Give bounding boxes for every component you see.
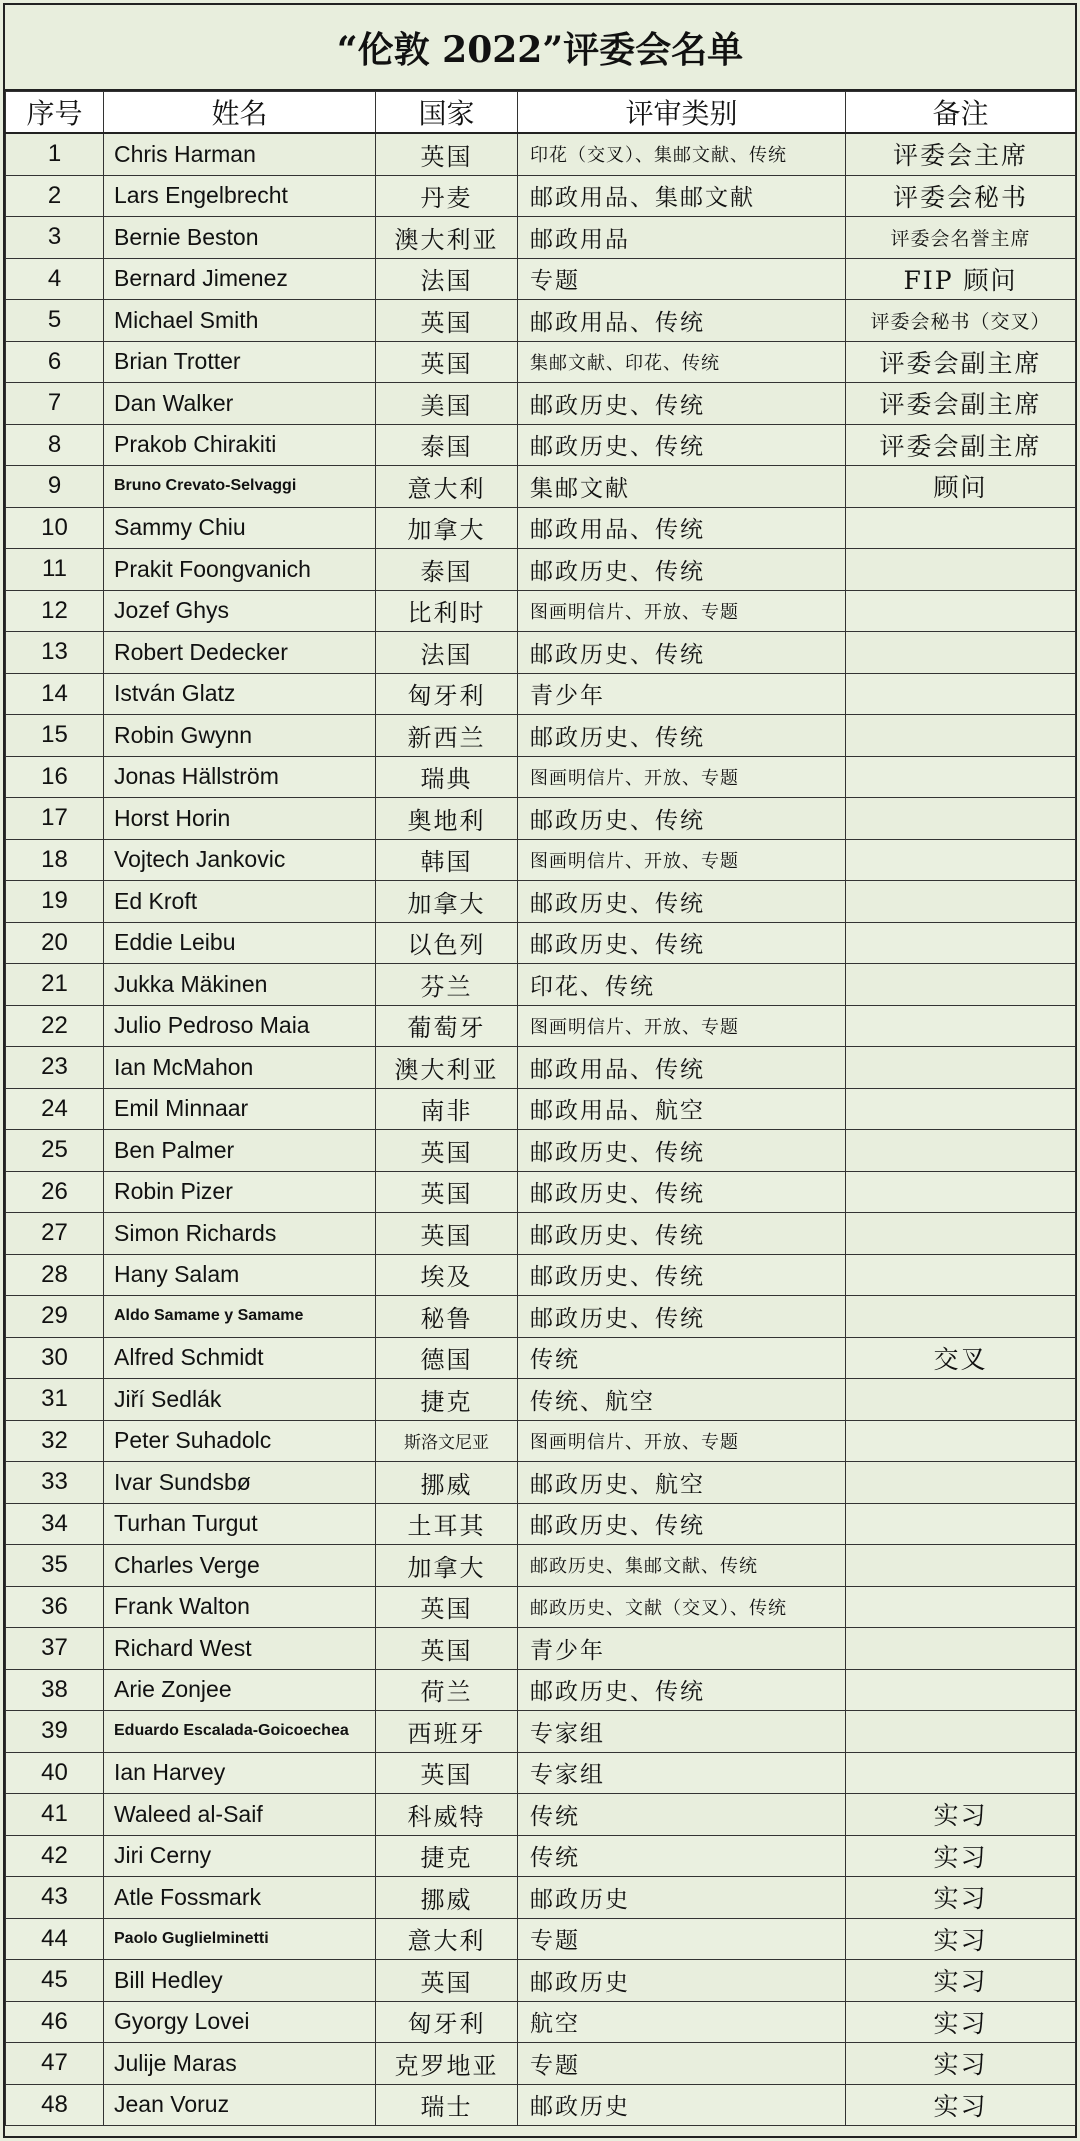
judge-category: 传统 — [518, 1337, 846, 1379]
judge-country: 比利时 — [376, 590, 518, 632]
table-row — [6, 1711, 1076, 1753]
judge-category: 邮政用品、航空 — [518, 1088, 846, 1130]
header-note: 备注 — [846, 92, 1076, 134]
table-row — [6, 1794, 1076, 1836]
judge-category: 邮政用品、集邮文献 — [518, 175, 846, 217]
table-row — [6, 300, 1076, 342]
judge-note — [846, 964, 1076, 1006]
judge-category: 邮政历史、传统 — [518, 632, 846, 674]
judge-name: Jozef Ghys — [104, 590, 376, 632]
judge-category: 邮政用品、传统 — [518, 1047, 846, 1089]
row-index: 41 — [6, 1794, 104, 1836]
judge-country: 捷克 — [376, 1379, 518, 1421]
table-row — [6, 1171, 1076, 1213]
judge-note — [846, 839, 1076, 881]
table-row — [6, 964, 1076, 1006]
table-row — [6, 1047, 1076, 1089]
judge-category: 传统 — [518, 1794, 846, 1836]
judge-category: 青少年 — [518, 1628, 846, 1670]
judge-country: 英国 — [376, 1628, 518, 1670]
table-row — [6, 881, 1076, 923]
judge-note — [846, 1711, 1076, 1753]
judge-name: István Glatz — [104, 673, 376, 715]
judge-country: 澳大利亚 — [376, 1047, 518, 1089]
judge-category: 邮政历史、文献（交叉）、传统 — [518, 1586, 846, 1628]
table-row — [6, 1462, 1076, 1504]
judge-category: 邮政历史、传统 — [518, 1254, 846, 1296]
judge-category: 专家组 — [518, 1711, 846, 1753]
table-row — [6, 1005, 1076, 1047]
judge-country: 南非 — [376, 1088, 518, 1130]
table-row — [6, 632, 1076, 674]
judge-category: 专题 — [518, 2043, 846, 2085]
row-index: 28 — [6, 1254, 104, 1296]
judge-country: 土耳其 — [376, 1503, 518, 1545]
judge-country: 韩国 — [376, 839, 518, 881]
row-index: 46 — [6, 2001, 104, 2043]
judge-note: 实习 — [846, 1835, 1076, 1877]
judge-note — [846, 1005, 1076, 1047]
judge-name: Prakit Foongvanich — [104, 549, 376, 591]
table-row — [6, 1379, 1076, 1421]
judge-name: Alfred Schmidt — [104, 1337, 376, 1379]
row-index: 24 — [6, 1088, 104, 1130]
judge-category: 邮政历史、传统 — [518, 549, 846, 591]
row-index: 17 — [6, 798, 104, 840]
judge-note — [846, 1047, 1076, 1089]
judge-country: 葡萄牙 — [376, 1005, 518, 1047]
row-index: 8 — [6, 424, 104, 466]
judge-note — [846, 1171, 1076, 1213]
judge-country: 英国 — [376, 1130, 518, 1172]
judge-name: Waleed al-Saif — [104, 1794, 376, 1836]
row-index: 27 — [6, 1213, 104, 1255]
judge-country: 英国 — [376, 133, 518, 175]
table-row — [6, 673, 1076, 715]
row-index: 6 — [6, 341, 104, 383]
judge-category: 图画明信片、开放、专题 — [518, 756, 846, 798]
row-index: 32 — [6, 1420, 104, 1462]
row-index: 15 — [6, 715, 104, 757]
judge-country: 英国 — [376, 1213, 518, 1255]
row-index: 44 — [6, 1918, 104, 1960]
judge-name: Eduardo Escalada-Goicoechea — [104, 1711, 376, 1753]
judge-category: 图画明信片、开放、专题 — [518, 1005, 846, 1047]
table-header-row — [6, 92, 1076, 134]
judge-country: 匈牙利 — [376, 673, 518, 715]
judge-category: 邮政用品 — [518, 217, 846, 259]
judge-note — [846, 1088, 1076, 1130]
judge-note: 评委会副主席 — [846, 341, 1076, 383]
table-row — [6, 1960, 1076, 2002]
row-index: 39 — [6, 1711, 104, 1753]
judge-category: 邮政历史、传统 — [518, 881, 846, 923]
judge-name: Richard West — [104, 1628, 376, 1670]
judges-table — [5, 91, 1076, 2126]
judge-note: 实习 — [846, 1918, 1076, 1960]
judge-name: Michael Smith — [104, 300, 376, 342]
judge-category: 邮政历史、传统 — [518, 1171, 846, 1213]
header-index: 序号 — [6, 92, 104, 134]
judge-note — [846, 673, 1076, 715]
judge-country: 法国 — [376, 632, 518, 674]
judge-country: 英国 — [376, 1586, 518, 1628]
judge-category: 邮政历史、传统 — [518, 1503, 846, 1545]
table-row — [6, 1420, 1076, 1462]
row-index: 37 — [6, 1628, 104, 1670]
table-row — [6, 1503, 1076, 1545]
judge-note: 评委会秘书 — [846, 175, 1076, 217]
judge-name: Chris Harman — [104, 133, 376, 175]
table-row — [6, 1296, 1076, 1338]
judge-country: 以色列 — [376, 922, 518, 964]
header-name: 姓名 — [104, 92, 376, 134]
judge-country: 意大利 — [376, 466, 518, 508]
judge-category: 图画明信片、开放、专题 — [518, 1420, 846, 1462]
judge-country: 新西兰 — [376, 715, 518, 757]
judge-note: 评委会副主席 — [846, 383, 1076, 425]
judge-name: Dan Walker — [104, 383, 376, 425]
judge-category: 邮政历史、传统 — [518, 1213, 846, 1255]
row-index: 22 — [6, 1005, 104, 1047]
judge-country: 德国 — [376, 1337, 518, 1379]
row-index: 20 — [6, 922, 104, 964]
judge-note: 实习 — [846, 1960, 1076, 2002]
table-row — [6, 507, 1076, 549]
judge-note: 顾问 — [846, 466, 1076, 508]
judge-name: Emil Minnaar — [104, 1088, 376, 1130]
judge-category: 邮政历史、集邮文献、传统 — [518, 1545, 846, 1587]
judge-name: Lars Engelbrecht — [104, 175, 376, 217]
judge-category: 邮政历史、传统 — [518, 922, 846, 964]
table-row — [6, 1337, 1076, 1379]
table-row — [6, 549, 1076, 591]
judge-note — [846, 549, 1076, 591]
judge-note — [846, 1545, 1076, 1587]
judge-note — [846, 1130, 1076, 1172]
judge-note — [846, 881, 1076, 923]
judge-name: Horst Horin — [104, 798, 376, 840]
judge-country: 英国 — [376, 1752, 518, 1794]
judge-name: Bernard Jimenez — [104, 258, 376, 300]
table-row — [6, 1752, 1076, 1794]
judge-category: 图画明信片、开放、专题 — [518, 839, 846, 881]
judge-name: Charles Verge — [104, 1545, 376, 1587]
table-row — [6, 383, 1076, 425]
table-row — [6, 1545, 1076, 1587]
judge-note: 交叉 — [846, 1337, 1076, 1379]
judge-note — [846, 1628, 1076, 1670]
table-row — [6, 175, 1076, 217]
row-index: 4 — [6, 258, 104, 300]
table-row — [6, 1213, 1076, 1255]
judge-category: 邮政历史 — [518, 2084, 846, 2126]
judge-category: 邮政历史、传统 — [518, 1296, 846, 1338]
judge-note — [846, 1420, 1076, 1462]
table-row — [6, 2043, 1076, 2085]
judge-note — [846, 1503, 1076, 1545]
judge-category: 图画明信片、开放、专题 — [518, 590, 846, 632]
judge-country: 丹麦 — [376, 175, 518, 217]
judge-country: 西班牙 — [376, 1711, 518, 1753]
judge-country: 英国 — [376, 300, 518, 342]
judge-country: 加拿大 — [376, 507, 518, 549]
row-index: 21 — [6, 964, 104, 1006]
judge-country: 澳大利亚 — [376, 217, 518, 259]
judge-name: Robert Dedecker — [104, 632, 376, 674]
judge-name: Robin Pizer — [104, 1171, 376, 1213]
judge-category: 邮政历史 — [518, 1960, 846, 2002]
judge-note: 实习 — [846, 2084, 1076, 2126]
table-row — [6, 258, 1076, 300]
judge-name: Eddie Leibu — [104, 922, 376, 964]
judge-category: 邮政历史、传统 — [518, 383, 846, 425]
judge-note: 评委会名誉主席 — [846, 217, 1076, 259]
judge-note — [846, 590, 1076, 632]
table-row — [6, 1586, 1076, 1628]
judge-name: Atle Fossmark — [104, 1877, 376, 1919]
judge-note — [846, 632, 1076, 674]
table-row — [6, 1130, 1076, 1172]
table-row — [6, 1254, 1076, 1296]
judge-note — [846, 1379, 1076, 1421]
row-index: 48 — [6, 2084, 104, 2126]
row-index: 3 — [6, 217, 104, 259]
judge-note — [846, 1669, 1076, 1711]
judge-name: Bill Hedley — [104, 1960, 376, 2002]
judge-note — [846, 1296, 1076, 1338]
judge-category: 集邮文献、印花、传统 — [518, 341, 846, 383]
header-category: 评审类别 — [518, 92, 846, 134]
judge-name: Jiří Sedlák — [104, 1379, 376, 1421]
judge-category: 印花（交叉）、集邮文献、传统 — [518, 133, 846, 175]
row-index: 38 — [6, 1669, 104, 1711]
row-index: 35 — [6, 1545, 104, 1587]
judge-note — [846, 715, 1076, 757]
document-title: “伦敦 2022”评委会名单 — [5, 5, 1075, 91]
row-index: 33 — [6, 1462, 104, 1504]
judge-country: 芬兰 — [376, 964, 518, 1006]
judge-country: 法国 — [376, 258, 518, 300]
judge-name: Ian McMahon — [104, 1047, 376, 1089]
judge-note — [846, 1752, 1076, 1794]
row-index: 34 — [6, 1503, 104, 1545]
judge-name: Frank Walton — [104, 1586, 376, 1628]
judge-name: Robin Gwynn — [104, 715, 376, 757]
judge-country: 美国 — [376, 383, 518, 425]
judge-country: 捷克 — [376, 1835, 518, 1877]
judge-country: 挪威 — [376, 1462, 518, 1504]
row-index: 1 — [6, 133, 104, 175]
row-index: 47 — [6, 2043, 104, 2085]
judge-category: 邮政历史、航空 — [518, 1462, 846, 1504]
judge-name: Ivar Sundsbø — [104, 1462, 376, 1504]
judge-note — [846, 1213, 1076, 1255]
table-row — [6, 1877, 1076, 1919]
row-index: 19 — [6, 881, 104, 923]
row-index: 45 — [6, 1960, 104, 2002]
judge-category: 传统 — [518, 1835, 846, 1877]
table-row — [6, 466, 1076, 508]
judge-name: Julije Maras — [104, 2043, 376, 2085]
table-row — [6, 839, 1076, 881]
judge-note — [846, 1586, 1076, 1628]
row-index: 23 — [6, 1047, 104, 1089]
judge-name: Turhan Turgut — [104, 1503, 376, 1545]
row-index: 31 — [6, 1379, 104, 1421]
judge-country: 泰国 — [376, 424, 518, 466]
judge-name: Ben Palmer — [104, 1130, 376, 1172]
row-index: 9 — [6, 466, 104, 508]
judge-category: 专题 — [518, 1918, 846, 1960]
judge-name: Arie Zonjee — [104, 1669, 376, 1711]
judge-country: 斯洛文尼亚 — [376, 1420, 518, 1462]
judge-country: 埃及 — [376, 1254, 518, 1296]
judge-country: 英国 — [376, 1171, 518, 1213]
row-index: 30 — [6, 1337, 104, 1379]
row-index: 7 — [6, 383, 104, 425]
row-index: 43 — [6, 1877, 104, 1919]
judge-note — [846, 507, 1076, 549]
table-row — [6, 922, 1076, 964]
judge-name: Julio Pedroso Maia — [104, 1005, 376, 1047]
judge-country: 瑞典 — [376, 756, 518, 798]
table-row — [6, 217, 1076, 259]
judge-name: Jean Voruz — [104, 2084, 376, 2126]
row-index: 36 — [6, 1586, 104, 1628]
table-row — [6, 715, 1076, 757]
judge-country: 加拿大 — [376, 881, 518, 923]
table-row — [6, 590, 1076, 632]
judge-name: Jukka Mäkinen — [104, 964, 376, 1006]
judge-name: Aldo Samame y Samame — [104, 1296, 376, 1338]
judge-note: 实习 — [846, 2001, 1076, 2043]
judge-country: 秘鲁 — [376, 1296, 518, 1338]
judge-country: 荷兰 — [376, 1669, 518, 1711]
judge-country: 奥地利 — [376, 798, 518, 840]
row-index: 11 — [6, 549, 104, 591]
table-row — [6, 1669, 1076, 1711]
table-row — [6, 2001, 1076, 2043]
table-row — [6, 1628, 1076, 1670]
judge-note — [846, 922, 1076, 964]
judge-name: Ian Harvey — [104, 1752, 376, 1794]
judge-country: 意大利 — [376, 1918, 518, 1960]
judge-name: Simon Richards — [104, 1213, 376, 1255]
judge-country: 瑞士 — [376, 2084, 518, 2126]
judge-name: Hany Salam — [104, 1254, 376, 1296]
judge-name: Bruno Crevato-Selvaggi — [104, 466, 376, 508]
judge-country: 泰国 — [376, 549, 518, 591]
judge-name: Brian Trotter — [104, 341, 376, 383]
table-row — [6, 2084, 1076, 2126]
judge-country: 英国 — [376, 341, 518, 383]
judge-name: Sammy Chiu — [104, 507, 376, 549]
row-index: 29 — [6, 1296, 104, 1338]
row-index: 18 — [6, 839, 104, 881]
judge-category: 邮政历史、传统 — [518, 1130, 846, 1172]
judge-note — [846, 798, 1076, 840]
judge-note: FIP 顾问 — [846, 258, 1076, 300]
judge-note — [846, 756, 1076, 798]
judge-note — [846, 1254, 1076, 1296]
judge-category: 传统、航空 — [518, 1379, 846, 1421]
judge-category: 航空 — [518, 2001, 846, 2043]
row-index: 5 — [6, 300, 104, 342]
judge-name: Ed Kroft — [104, 881, 376, 923]
judge-name: Bernie Beston — [104, 217, 376, 259]
table-row — [6, 1918, 1076, 1960]
header-country: 国家 — [376, 92, 518, 134]
judge-country: 加拿大 — [376, 1545, 518, 1587]
row-index: 40 — [6, 1752, 104, 1794]
judge-note: 实习 — [846, 1794, 1076, 1836]
judge-note — [846, 1462, 1076, 1504]
judge-name: Prakob Chirakiti — [104, 424, 376, 466]
judge-category: 青少年 — [518, 673, 846, 715]
judge-category: 专题 — [518, 258, 846, 300]
table-row — [6, 798, 1076, 840]
judge-note: 评委会副主席 — [846, 424, 1076, 466]
row-index: 25 — [6, 1130, 104, 1172]
row-index: 16 — [6, 756, 104, 798]
judge-category: 邮政历史、传统 — [518, 715, 846, 757]
judge-country: 匈牙利 — [376, 2001, 518, 2043]
judges-list-sheet — [3, 3, 1077, 2138]
judge-note: 实习 — [846, 1877, 1076, 1919]
judge-category: 专家组 — [518, 1752, 846, 1794]
judge-country: 英国 — [376, 1960, 518, 2002]
judge-note: 实习 — [846, 2043, 1076, 2085]
table-row — [6, 1835, 1076, 1877]
row-index: 12 — [6, 590, 104, 632]
judge-category: 印花、传统 — [518, 964, 846, 1006]
judge-name: Gyorgy Lovei — [104, 2001, 376, 2043]
judge-note: 评委会秘书（交叉） — [846, 300, 1076, 342]
judge-note: 评委会主席 — [846, 133, 1076, 175]
table-row — [6, 341, 1076, 383]
judge-category: 邮政历史、传统 — [518, 1669, 846, 1711]
table-row — [6, 133, 1076, 175]
judge-category: 邮政历史 — [518, 1877, 846, 1919]
judge-country: 科威特 — [376, 1794, 518, 1836]
row-index: 26 — [6, 1171, 104, 1213]
judge-country: 克罗地亚 — [376, 2043, 518, 2085]
row-index: 14 — [6, 673, 104, 715]
judge-category: 集邮文献 — [518, 466, 846, 508]
judge-country: 挪威 — [376, 1877, 518, 1919]
row-index: 2 — [6, 175, 104, 217]
table-row — [6, 424, 1076, 466]
judge-name: Jonas Hällström — [104, 756, 376, 798]
table-row — [6, 1088, 1076, 1130]
judge-category: 邮政历史、传统 — [518, 424, 846, 466]
judge-category: 邮政用品、传统 — [518, 507, 846, 549]
judge-name: Vojtech Jankovic — [104, 839, 376, 881]
row-index: 10 — [6, 507, 104, 549]
judge-name: Jiri Cerny — [104, 1835, 376, 1877]
judge-name: Paolo Guglielminetti — [104, 1918, 376, 1960]
judge-category: 邮政用品、传统 — [518, 300, 846, 342]
judge-name: Peter Suhadolc — [104, 1420, 376, 1462]
judge-category: 邮政历史、传统 — [518, 798, 846, 840]
row-index: 13 — [6, 632, 104, 674]
row-index: 42 — [6, 1835, 104, 1877]
table-row — [6, 756, 1076, 798]
